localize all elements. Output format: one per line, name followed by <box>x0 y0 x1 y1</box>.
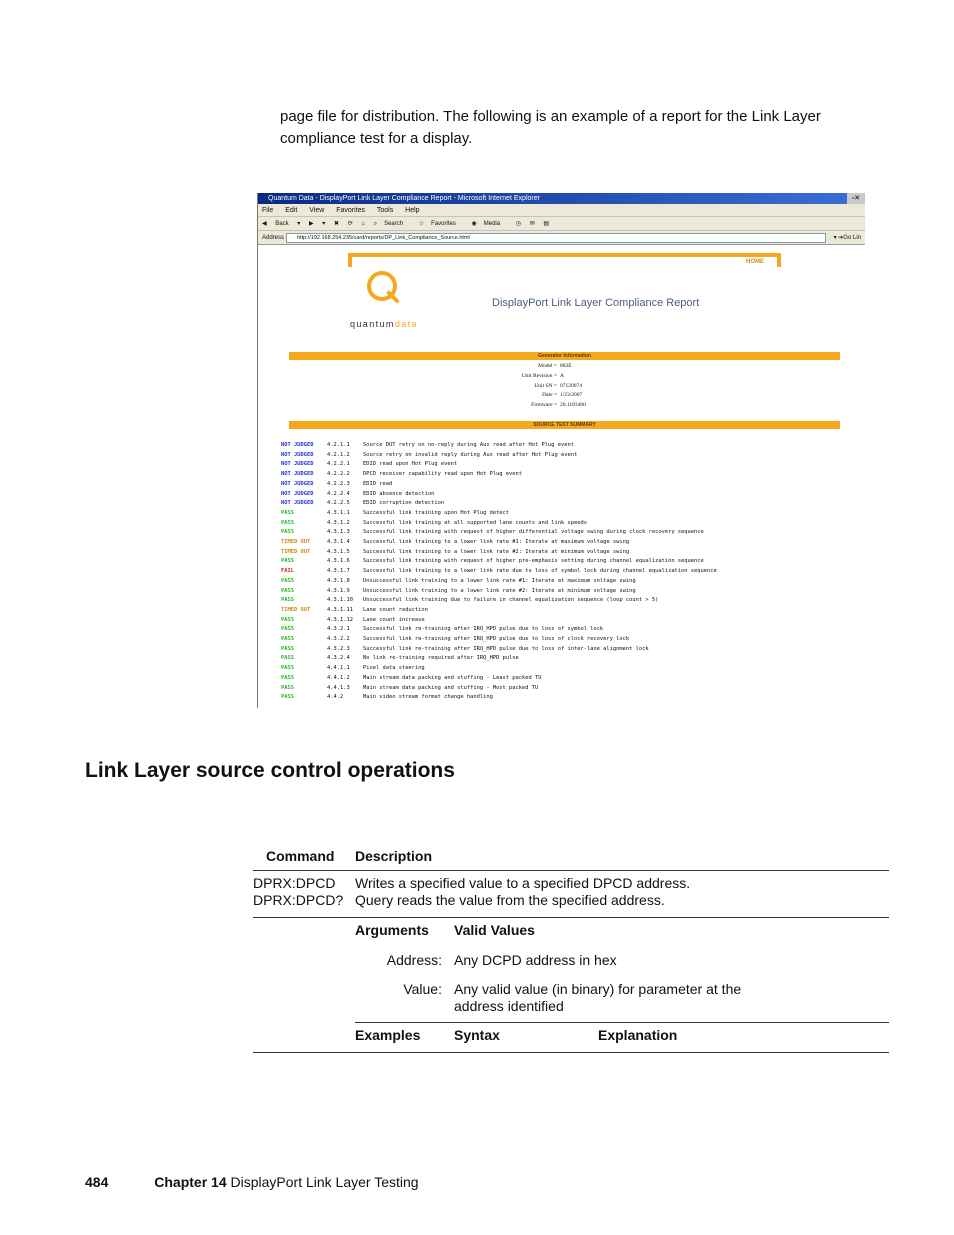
result-test-number: 4.4.1.2 <box>327 674 350 681</box>
result-test-number: 4.2.2.1 <box>327 461 350 468</box>
result-description: EDID absence detection <box>363 490 435 497</box>
command-row <box>253 871 889 918</box>
menu-file[interactable]: File <box>262 207 274 214</box>
result-test-number: 4.2.2.2 <box>327 471 350 478</box>
col-command: Command <box>266 848 335 864</box>
result-description: Lane count increase <box>363 616 425 623</box>
result-test-number: 4.2.2.5 <box>327 500 350 507</box>
result-row <box>281 480 861 490</box>
arg-address-name: Address: <box>386 952 442 968</box>
result-description: Successful link training to a lower link rate #1: Iterate at maximum voltage swing <box>363 539 630 546</box>
result-status[interactable]: PASS <box>281 694 294 701</box>
forward-button[interactable]: ▶ ▾ <box>309 221 326 227</box>
result-status[interactable]: PASS <box>281 577 294 584</box>
address-bar <box>258 231 865 245</box>
examples-label: Examples <box>355 1027 421 1043</box>
command-name: DPRX:DPCD <box>253 875 336 891</box>
history-icon[interactable]: ◷ <box>515 221 522 227</box>
result-row <box>281 499 861 509</box>
result-status[interactable]: PASS <box>281 616 294 623</box>
stop-icon[interactable]: ✖ <box>333 221 340 227</box>
result-row <box>281 616 861 626</box>
browser-title-bar <box>258 193 865 204</box>
result-test-number: 4.3.1.2 <box>327 519 350 526</box>
intro-paragraph: page file for distribution. The following is an example of a report for the Link Layer compliance test for a display. <box>280 108 821 147</box>
result-status[interactable]: PASS <box>281 626 294 633</box>
generator-info-header: Generator Information <box>289 352 840 360</box>
result-row <box>281 684 861 694</box>
result-row <box>281 490 861 500</box>
generator-info <box>468 362 668 411</box>
result-description: Source retry on invalid reply during Aux read after Hot Plug event <box>363 451 578 458</box>
result-row <box>281 606 861 616</box>
result-row <box>281 470 861 480</box>
result-test-number: 4.3.1.3 <box>327 529 350 536</box>
result-status[interactable]: TIMED OUT <box>281 606 311 613</box>
result-row <box>281 587 861 597</box>
go-button[interactable]: ▾ ➔Go Lin <box>833 235 861 241</box>
result-row <box>281 654 861 664</box>
result-status[interactable]: PASS <box>281 684 294 691</box>
result-status[interactable]: FAIL <box>281 568 294 575</box>
back-arrow-icon: ◀ <box>262 221 267 227</box>
result-row <box>281 596 861 606</box>
result-test-number: 4.2.2.4 <box>327 490 350 497</box>
result-row <box>281 557 861 567</box>
brand-wordmark: quantumdata <box>350 319 418 329</box>
result-test-number: 4.3.1.5 <box>327 548 350 555</box>
explanation-label: Explanation <box>598 1027 678 1043</box>
home-icon[interactable]: ⌂ <box>361 221 366 227</box>
result-row <box>281 625 861 635</box>
menu-tools[interactable]: Tools <box>376 207 394 214</box>
result-description: EDID read <box>363 480 393 487</box>
result-description: Successful link training with request of higher differential voltage swing during clock recovery sequence <box>363 529 704 536</box>
result-row <box>281 441 861 451</box>
result-description: Successful link re-training after IRQ_HPD pulse due to loss of symbol lock <box>363 626 604 633</box>
result-test-number: 4.3.1.9 <box>327 587 350 594</box>
command-query: DPRX:DPCD? <box>253 892 344 908</box>
report-header-frame <box>348 253 781 257</box>
result-status[interactable]: NOT JUDGED <box>281 451 314 458</box>
gen-info-row: Model = 882E <box>538 363 572 369</box>
result-description: No link re-training required after IRQ_HPD pulse <box>363 655 519 662</box>
result-row <box>281 577 861 587</box>
syntax-label: Syntax <box>454 1027 500 1043</box>
result-test-number: 4.3.2.4 <box>327 655 350 662</box>
chapter-title: DisplayPort Link Layer Testing <box>230 1174 419 1190</box>
result-description: Successful link re-training after IRQ_HPD pulse due to loss of inter-lane alignment lock <box>363 645 649 652</box>
gen-info-row: Unit Revision = A <box>521 372 564 379</box>
gen-info-row: Date = 1/23/2007 <box>542 392 583 399</box>
gen-info-row: Unit SN = 07120074 <box>534 382 582 389</box>
address-label: Address <box>262 235 285 241</box>
result-row <box>281 674 861 684</box>
result-row <box>281 538 861 548</box>
result-status[interactable]: PASS <box>281 587 294 594</box>
result-status[interactable]: TIMED OUT <box>281 539 311 546</box>
result-status[interactable]: TIMED OUT <box>281 548 311 555</box>
result-description: Main video stream format change handling <box>363 694 493 701</box>
result-description: Pixel data steering <box>363 665 425 672</box>
favorites-button[interactable]: ☆ Favorites <box>418 221 456 227</box>
result-description: Successful link re-training after IRQ_HPD pulse due to loss of clock recovery lock <box>363 636 630 643</box>
result-test-number: 4.3.2.1 <box>327 626 350 633</box>
browser-menu-bar <box>258 204 865 217</box>
examples-block <box>253 1023 889 1053</box>
source-test-summary-header: SOURCE TEST SUMMARY <box>289 421 840 429</box>
result-test-number: 4.4.1.3 <box>327 684 350 691</box>
result-row <box>281 548 861 558</box>
search-button[interactable]: ⌕ Search <box>373 221 404 227</box>
back-button[interactable]: ◀ Back ▾ <box>262 221 301 227</box>
refresh-icon[interactable]: ⟳ <box>347 221 353 227</box>
arg-value-value-cont: address identified <box>454 998 564 1014</box>
col-description: Description <box>355 848 433 864</box>
report-page <box>258 245 865 708</box>
result-row <box>281 528 861 538</box>
result-test-number: 4.2.1.2 <box>327 451 350 458</box>
result-status[interactable]: PASS <box>281 665 294 672</box>
result-status[interactable]: PASS <box>281 597 294 604</box>
result-test-number: 4.3.1.11 <box>327 606 353 613</box>
media-icon: ◉ <box>471 221 477 227</box>
result-description: Main stream data packing and stuffing - Least packed TU <box>363 674 542 681</box>
result-test-number: 4.3.1.10 <box>327 597 353 604</box>
arguments-label: Arguments <box>355 922 429 938</box>
result-description: Source DUT retry on no-reply during Aux read after Hot Plug event <box>363 442 574 448</box>
result-test-number: 4.4.2 <box>327 694 344 701</box>
command-desc: Writes a specified value to a specified DPCD address. <box>355 875 691 891</box>
result-row <box>281 635 861 645</box>
result-status[interactable]: NOT JUDGED <box>281 490 314 497</box>
browser-screenshot <box>257 193 865 708</box>
result-status[interactable]: PASS <box>281 645 294 652</box>
result-test-number: 4.3.1.1 <box>327 509 350 516</box>
result-description: EDID corruption detection <box>363 500 445 507</box>
forward-arrow-icon: ▶ <box>309 221 314 227</box>
result-test-number: 4.3.2.2 <box>327 636 350 643</box>
result-test-number: 4.2.2.3 <box>327 480 350 487</box>
menu-help[interactable]: Help <box>405 207 420 214</box>
result-status[interactable]: NOT JUDGED <box>281 442 314 448</box>
result-status[interactable]: NOT JUDGED <box>281 471 314 478</box>
command-query-desc: Query reads the value from the specified address. <box>355 892 665 908</box>
result-status[interactable]: PASS <box>281 636 294 643</box>
result-status[interactable]: NOT JUDGED <box>281 480 314 487</box>
mail-icon[interactable]: ✉ <box>529 221 535 227</box>
links-label: Lin <box>852 235 861 241</box>
arg-value-name: Value: <box>403 981 442 997</box>
result-status[interactable]: PASS <box>281 655 294 662</box>
search-icon: ⌕ <box>373 221 378 227</box>
result-test-number: 4.3.1.12 <box>327 616 353 623</box>
valid-values-label: Valid Values <box>454 922 535 938</box>
command-table-header <box>253 848 889 871</box>
quantum-data-logo-icon <box>363 267 403 307</box>
page-footer <box>85 1174 419 1190</box>
result-row <box>281 645 861 655</box>
result-test-number: 4.3.1.7 <box>327 568 350 575</box>
result-description: Main stream data packing and stuffing - Most packed TU <box>363 684 539 691</box>
result-description: Unsuccessful link training to a lower link rate #1: Iterate at maximum voltage swing <box>363 577 636 584</box>
result-status[interactable]: PASS <box>281 509 294 516</box>
result-description: Successful link training to a lower link rate due to loss of symbol lock during channel equalization sequence <box>363 568 717 575</box>
result-description: DPCD receiver capability read upon Hot Plug event <box>363 471 523 478</box>
window-controls-icon[interactable]: ▫✕ <box>847 193 865 204</box>
arg-value-value: Any valid value (in binary) for parameter at the <box>454 981 742 997</box>
result-status[interactable]: PASS <box>281 529 294 536</box>
result-status[interactable]: PASS <box>281 558 294 565</box>
result-description: Unsuccessful link training due to failure in channel equalization sequence (loop count > 5) <box>363 597 659 604</box>
result-status[interactable]: NOT JUDGED <box>281 500 314 507</box>
result-test-number: 4.3.1.4 <box>327 539 350 546</box>
result-description: Successful link training with request of higher pre-emphasis setting during channel equalization sequence <box>363 558 704 565</box>
menu-edit[interactable]: Edit <box>285 207 298 214</box>
print-icon[interactable]: ▤ <box>543 221 550 227</box>
media-button[interactable]: ◉ Media <box>471 221 501 227</box>
menu-favorites[interactable]: Favorites <box>336 207 366 214</box>
result-row <box>281 664 861 674</box>
result-test-number: 4.3.2.3 <box>327 645 350 652</box>
star-icon: ☆ <box>418 221 425 227</box>
result-test-number: 4.2.1.1 <box>327 442 350 448</box>
browser-title: Quantum Data - DisplayPort Link Layer Compliance Report - Microsoft Internet Explorer <box>268 195 540 202</box>
menu-view[interactable]: View <box>309 207 325 214</box>
result-test-number: 4.3.1.8 <box>327 577 350 584</box>
result-row <box>281 451 861 461</box>
result-row <box>281 693 861 703</box>
gen-info-row: Firmware = 20.1183400 <box>531 402 586 409</box>
result-row <box>281 509 861 519</box>
result-row <box>281 567 861 577</box>
arguments-block <box>355 918 889 1023</box>
source-test-results <box>281 441 861 703</box>
command-table <box>253 848 889 1053</box>
result-description: Successful link training at all supported lane counts and link speeds <box>363 519 587 526</box>
result-description: Unsuccessful link training to a lower link rate #2: Iterate at minimum voltage swing <box>363 587 636 594</box>
home-link[interactable]: HOME <box>746 259 764 265</box>
chapter-label: Chapter 14 <box>154 1174 227 1190</box>
report-title: DisplayPort Link Layer Compliance Report <box>492 297 700 309</box>
result-test-number: 4.3.1.6 <box>327 558 350 565</box>
browser-toolbar <box>258 217 865 231</box>
result-status[interactable]: NOT JUDGED <box>281 461 314 468</box>
result-test-number: 4.4.1.1 <box>327 665 350 672</box>
section-heading: Link Layer source control operations <box>85 759 455 782</box>
result-description: EDID read upon Hot Plug event <box>363 461 458 468</box>
result-description: Successful link training to a lower link rate #2: Iterate at minimum voltage swing <box>363 548 630 555</box>
page-number: 484 <box>85 1174 109 1190</box>
result-status[interactable]: PASS <box>281 519 294 526</box>
arg-address-value: Any DCPD address in hex <box>454 952 617 968</box>
result-row <box>281 460 861 470</box>
result-row <box>281 519 861 529</box>
result-description: Successful link training upon Hot Plug detect <box>363 509 510 516</box>
address-input[interactable]: http://192.168.254.235/card/reports/DP_Link_Compliance_Source.html <box>286 233 826 243</box>
result-description: Lane count reduction <box>363 606 428 613</box>
result-status[interactable]: PASS <box>281 674 294 681</box>
